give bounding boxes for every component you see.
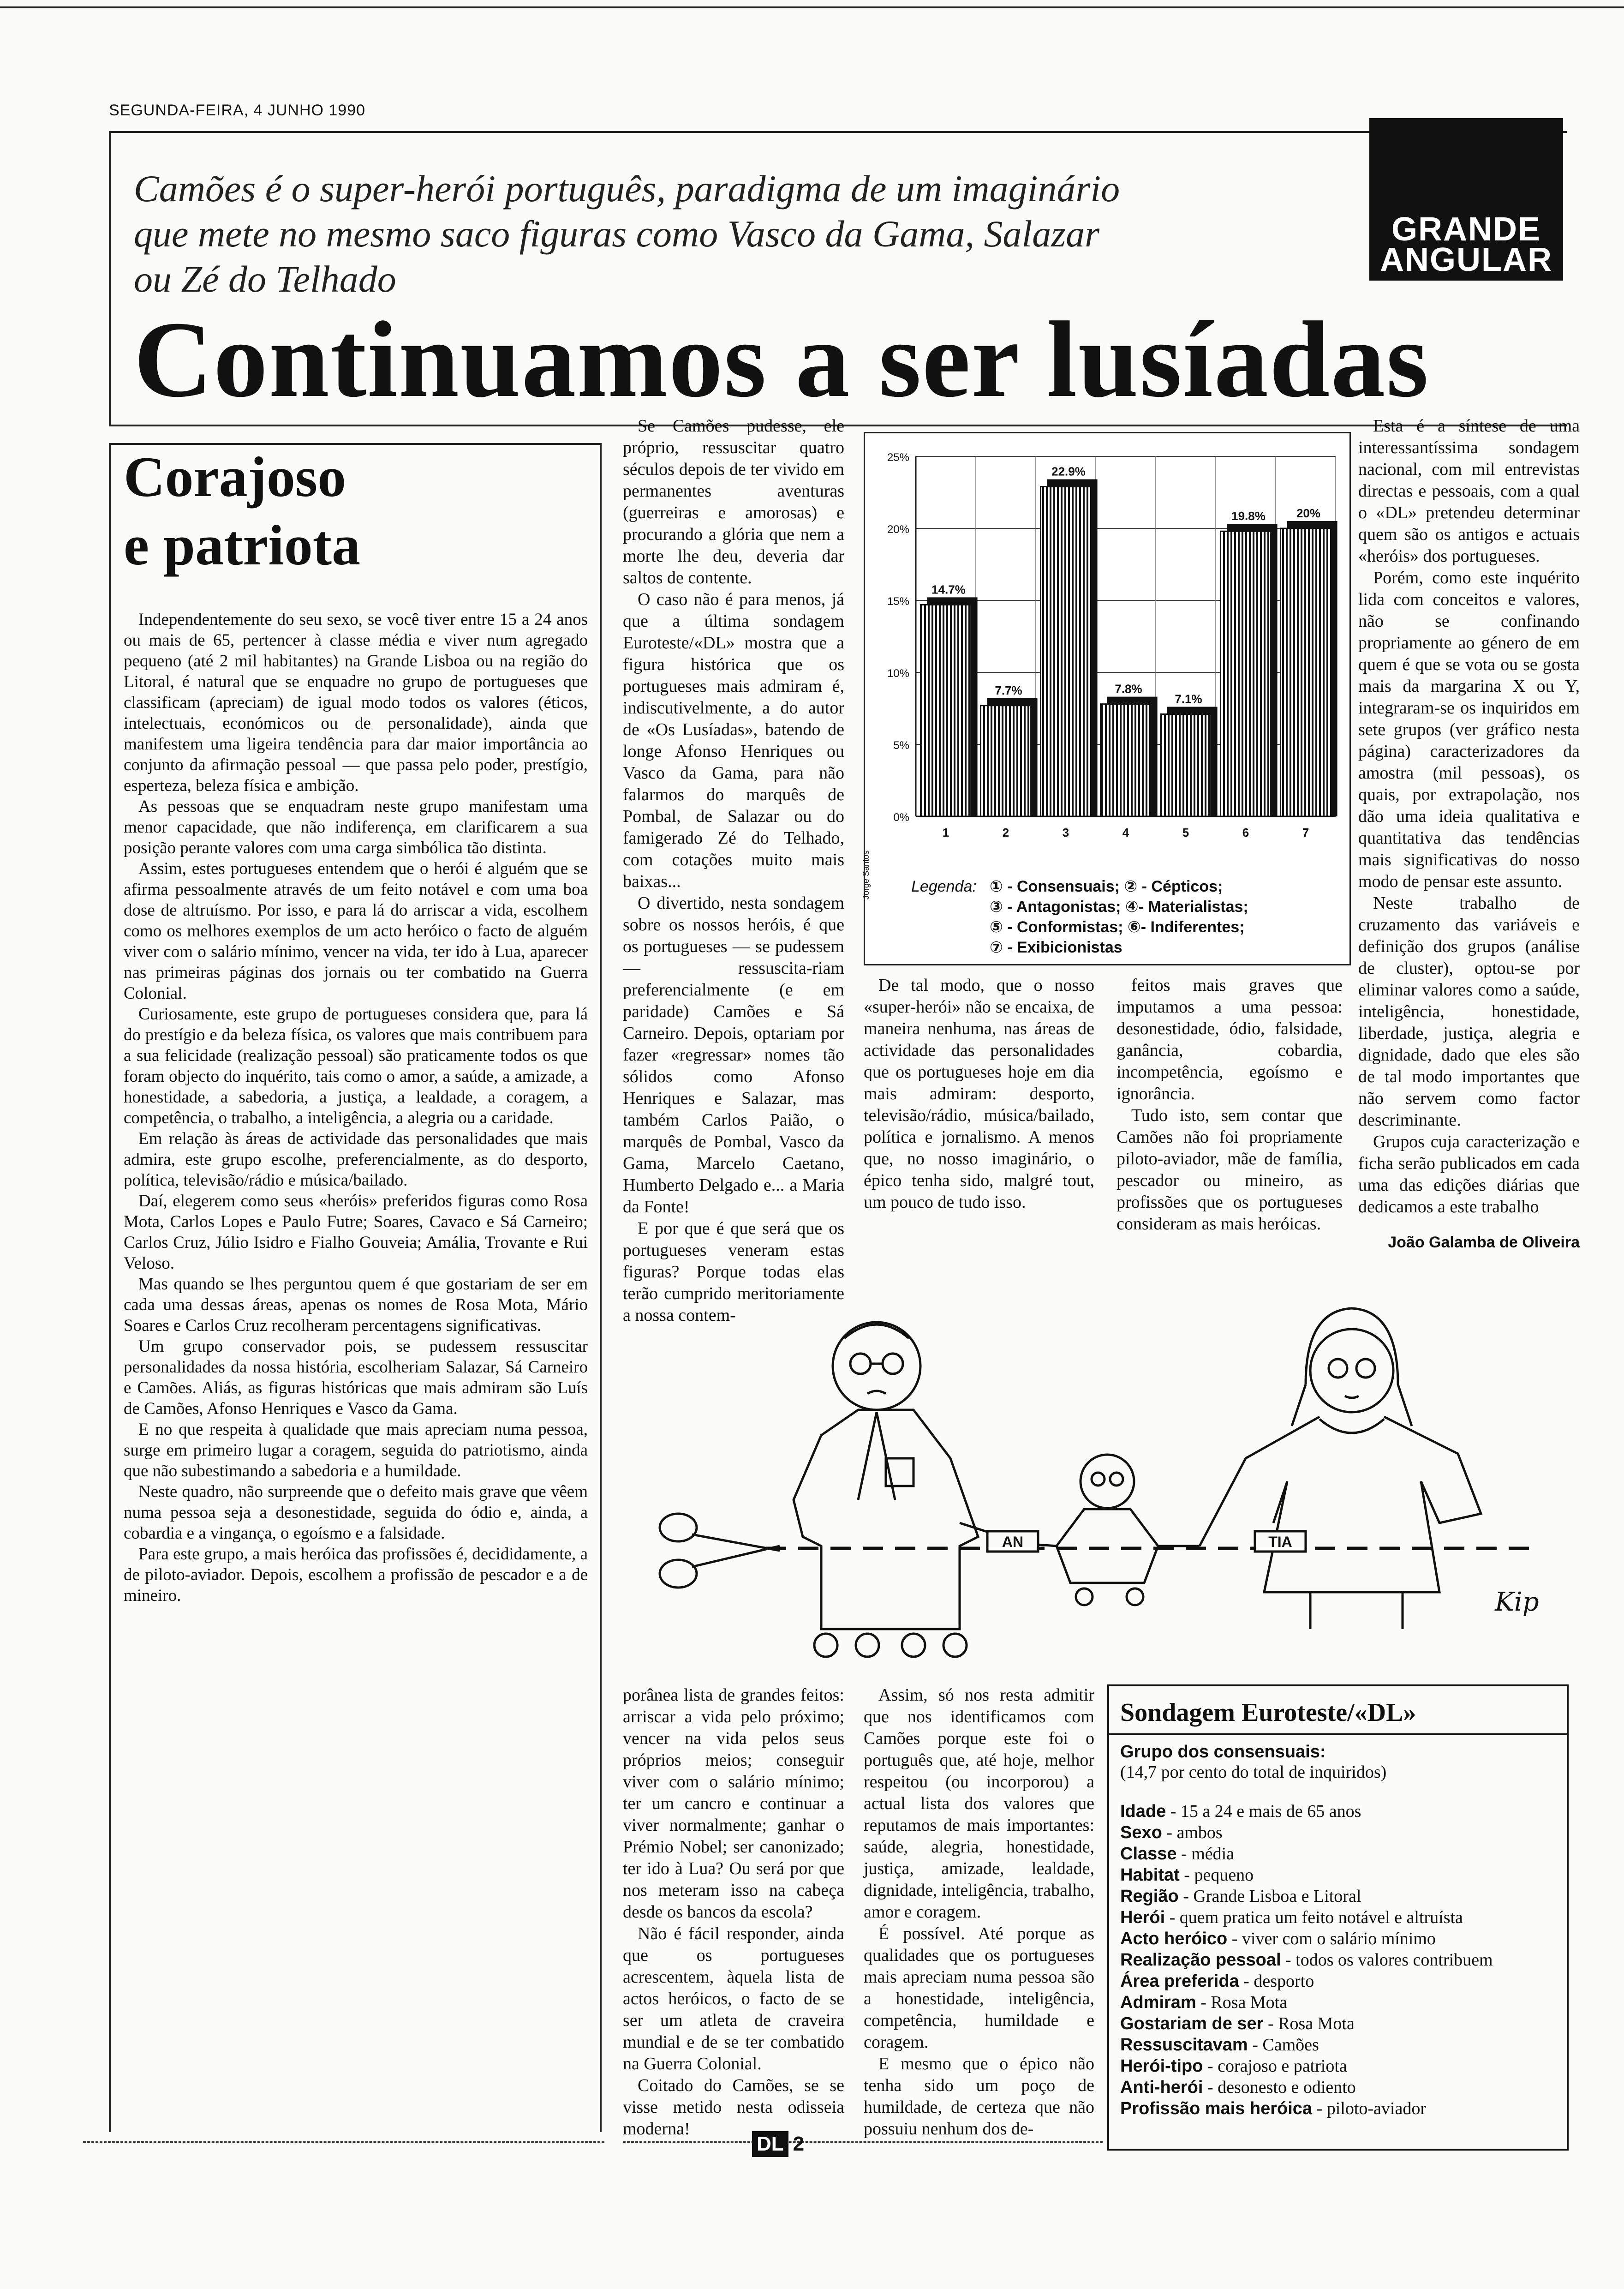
- article-paragraph: feitos mais graves que imputamos a uma pessoa: desonestidade, ódio, falsidade, ganância, cobardia, incompetência, egoísmo e ignorância.: [1116, 976, 1343, 1103]
- legend-entry: ③ - Antagonistas; ④- Materialistas;: [990, 898, 1248, 916]
- badge-line-1: GRANDE: [1391, 211, 1541, 248]
- y-tick-label: 0%: [893, 811, 909, 824]
- bar-value-label: 14.7%: [931, 582, 966, 597]
- legend-row: [911, 876, 1340, 897]
- survey-row: [1120, 1928, 1556, 1949]
- woman-figure: [1200, 1308, 1481, 1629]
- cartoon: [627, 1306, 1578, 1666]
- article-paragraph: Não é fácil responder, ainda que os portugueses acrescentem, àquela lista de actos heróicos, o facto de se ser um atleta de craveira mundial e de se ter combatido na Guerra Colonial.: [623, 1924, 844, 2073]
- sub-paragraph: E no que respeita à qualidade que mais apreciam numa pessoa, surge em primeiro lugar a coragem, seguida do patriotismo, ainda que não subestimando a sabedoria e a humildade.: [124, 1420, 588, 1480]
- survey-row-value: - quem pratica um feito notável e altruísta: [1165, 1908, 1463, 1927]
- legend-entry: ① - Consensuais; ② - Cépticos;: [990, 878, 1223, 895]
- bar: [1040, 487, 1091, 816]
- survey-row: [1120, 2034, 1556, 2055]
- sub-paragraph: Um grupo conservador pois, se pudessem ressuscitar personalidades da nossa história, escolheriam Salazar, Sá Carneiro e Camões. Aliás, as figuras históricas que mais admiram são Luís de Camões, Afonso Henriques e Vasco da Gama.: [124, 1337, 588, 1418]
- survey-row: [1120, 2077, 1556, 2098]
- tag-left: AN: [1002, 1534, 1024, 1550]
- legend-title: Legenda:: [911, 878, 977, 895]
- survey-row-value: - corajoso e patriota: [1203, 2056, 1347, 2076]
- bar-value-label: 7.8%: [1115, 682, 1142, 696]
- bar-value-label: 7.1%: [1175, 692, 1202, 706]
- survey-title: Sondagem Euroteste/«DL»: [1120, 1698, 1416, 1727]
- survey-row-key: Região: [1120, 1887, 1179, 1906]
- x-tick-label: 4: [1122, 826, 1129, 839]
- sub-paragraph: Em relação às áreas de actividade das personalidades que mais admira, este grupo escolhe, preferencialmente, as do desporto, política, televisão/rádio e música/bailado.: [124, 1129, 588, 1190]
- chart-frame: [861, 432, 1351, 965]
- section-badge: [1369, 118, 1563, 281]
- sub-frame-left: [109, 443, 111, 2132]
- survey-row-value: - Grande Lisboa e Litoral: [1178, 1887, 1361, 1906]
- survey-row-key: Classe: [1120, 1844, 1177, 1864]
- bar-value-label: 22.9%: [1051, 464, 1086, 479]
- survey-row-value: - média: [1176, 1844, 1235, 1864]
- x-tick-label: 7: [1302, 826, 1309, 839]
- article-paragraph: E mesmo que o épico não tenha sido um poço de humildade, de certeza que não possuiu nenhum dos de-: [864, 2054, 1094, 2139]
- legend-entry: ⑦ - Exibicionistas: [990, 939, 1122, 956]
- survey-row-value: - piloto-aviador: [1312, 2099, 1427, 2118]
- byline: João Galamba de Oliveira: [1388, 1234, 1580, 1251]
- survey-row-value: - Rosa Mota: [1196, 1993, 1288, 2012]
- x-tick-label: 2: [1002, 826, 1009, 839]
- survey-row-key: Acto heróico: [1120, 1929, 1228, 1948]
- survey-box: [1107, 1684, 1569, 2151]
- sub-paragraph: Neste quadro, não surpreende que o defeito mais grave que vêem numa pessoa seja a desonestidade, seguida do ódio e, ainda, a cobardia e a vingança, o egoísmo e a falsidade.: [124, 1482, 588, 1543]
- sub-frame-right: [600, 443, 602, 2132]
- survey-row-key: Sexo: [1120, 1823, 1162, 1842]
- survey-row: [1120, 1971, 1556, 1992]
- scissors-icon: [660, 1514, 780, 1588]
- headline-title: Continuamos a ser lusíadas: [134, 300, 1430, 420]
- sub-paragraph: Para este grupo, a mais heróica das profissões é, decididamente, a de piloto-aviador. Depois, escolhem a profissão de pescador e a de mineiro.: [124, 1545, 588, 1605]
- header-left-rule: [109, 131, 111, 426]
- survey-row-value: - desonesto e odiento: [1203, 2078, 1356, 2097]
- badge-line-2: ANGULAR: [1380, 241, 1552, 278]
- article-paragraph: Coitado do Camões, se se visse metido nesta odisseia moderna!: [623, 2076, 844, 2139]
- survey-divider: [1109, 1733, 1567, 1735]
- kicker-line-2: que mete no mesmo saco figuras como Vasco da Gama, Salazar: [134, 213, 1100, 255]
- dateline: SEGUNDA-FEIRA, 4 JUNHO 1990: [109, 102, 366, 119]
- x-tick-label: 3: [1062, 826, 1069, 839]
- survey-row-value: - ambos: [1162, 1823, 1223, 1842]
- survey-row: [1120, 2055, 1556, 2077]
- survey-rows: [1120, 1801, 1556, 2119]
- survey-row-key: Área preferida: [1120, 1971, 1239, 1991]
- sub-paragraph: Independentemente do seu sexo, se você tiver entre 15 a 24 anos ou mais de 65, pertencer à classe média e viver num agregado pequeno (até 2 mil habitantes) na Grande Lisboa ou na região do Litoral, é natural que se enquadre no grupo de portugueses que classificam (apreciam) de igual modo todos os valores (éticos, intelectuais, económicos ou de personalidade), ainda que manifestem uma ligeira tendência para dar maior importância ao conjunto da afirmação pessoal — que passa pelo poder, prestígio, esperteza, beleza física e ambição.: [124, 610, 588, 795]
- cartoon-signature: Kip: [1495, 1587, 1539, 1617]
- sub-paragraph: Mas quando se lhes perguntou quem é que gostariam de ser em cada uma dessas áreas, apenas os nomes de Rosa Mota, Mário Soares e Carlos Cruz recolheram percentagens significativas.: [124, 1275, 588, 1335]
- bar: [920, 605, 971, 816]
- sub-article-body: [124, 609, 588, 1606]
- article-paragraph: Esta é a síntese de uma interessantíssima sondagem nacional, com mil entrevistas directas e pessoais, com a qual o «DL» pretendeu determinar quem são os antigos e actuais «heróis» dos portugueses.: [1358, 416, 1580, 566]
- survey-row-value: - todos os valores contribuem: [1281, 1950, 1493, 1970]
- survey-row-value: - pequeno: [1179, 1865, 1254, 1885]
- sub-article-title: [124, 443, 360, 580]
- sub-paragraph: As pessoas que se enquadram neste grupo manifestam uma menor capacidade, que não indiferença, em clarificarem a sua posição perante valores com uma carga simbólica tão distinta.: [124, 797, 588, 857]
- sub-bottom-dashes: [83, 2141, 604, 2143]
- page-number: 2: [793, 2133, 805, 2155]
- survey-row-value: - desporto: [1239, 1971, 1314, 1991]
- article-paragraph: Neste trabalho de cruzamento das variáveis e definição dos grupos (análise de cluster), optou-se por eliminar valores como a saúde, inteligência, honestidade, liberdade, justiça, alegria e dignidade, dado que eles são de tal modo importantes que não servem como factor descriminante.: [1358, 893, 1580, 1130]
- survey-row: [1120, 1907, 1556, 1928]
- survey-row-key: Realização pessoal: [1120, 1950, 1281, 1970]
- article-paragraph: É possível. Até porque as qualidades que os portugueses mais apreciam numa pessoa são a honestidade, inteligência, competência, humildade e coragem.: [864, 1924, 1094, 2052]
- bar: [980, 706, 1031, 816]
- article-paragraph: Se Camões pudesse, ele próprio, ressuscitar quatro séculos depois de ter vivido em permanentes aventuras (guerreiras e amorosas) e procurando a glória que nem a morte lhe deu, deveria dar saltos de contente.: [623, 416, 844, 587]
- article-paragraph: O caso não é para menos, já que a última sondagem Euroteste/«DL» mostra que a figura histórica que os portugueses mais admiram é, indiscutivelmente, a do autor de «Os Lusíadas», batendo de longe Afonso Henriques ou Vasco da Gama, para não falarmos do marquês de Pombal, de Salazar ou do famigerado Zé do Telhado, com cotações muito mais baixas...: [623, 590, 844, 891]
- survey-row: [1120, 1822, 1556, 1843]
- sub-paragraph: Daí, elegerem como seus «heróis» preferidos figuras como Rosa Mota, Carlos Lopes e Paulo Futre; Soares, Cavaco e Sá Carneiro; Carlos Cruz, Júlio Isidro e Fialho Gouveia; Amália, Trovante e Rui Veloso.: [124, 1192, 588, 1273]
- kicker-line-3: ou Zé do Telhado: [134, 258, 396, 300]
- survey-row-value: - viver com o salário mínimo: [1227, 1929, 1436, 1948]
- y-tick-label: 10%: [887, 667, 909, 680]
- y-tick-label: 25%: [887, 451, 909, 464]
- footer-logo: [752, 2131, 804, 2157]
- article-paragraph: porânea lista de grandes feitos: arriscar a vida pelo próximo; vencer na vida pelos seus próprios meios; conseguir viver com o salário mínimo; ter um cancro e continuar a viver normalmente; ganhar o Prémio Nobel; ser canonizado; ter ido à Lua? Ou será por que nos meteram isso na cabeça desde os bancos da escola?: [623, 1685, 844, 1922]
- survey-row-key: Ressuscitavam: [1120, 2035, 1248, 2055]
- article-paragraph: Tudo isto, sem contar que Camões não foi propriamente piloto-aviador, mãe de família, pescador ou mineiro, as profissões que os portugueses consideram as mais heróicas.: [1116, 1106, 1343, 1234]
- x-tick-label: 5: [1182, 826, 1189, 839]
- footer-dashes: [623, 2141, 1103, 2143]
- survey-group-title: Grupo dos consensuais:: [1120, 1742, 1326, 1762]
- article-column-3-bottom: [864, 1684, 1094, 2140]
- y-tick-label: 5%: [893, 739, 909, 752]
- child-figure: [1024, 1455, 1200, 1605]
- survey-row: [1120, 2013, 1556, 2034]
- survey-row: [1120, 1843, 1556, 1864]
- chart-credit: Jorge Santos: [861, 850, 871, 899]
- bar-value-label: 20%: [1296, 506, 1321, 520]
- top-rule: [0, 6, 1624, 8]
- bar-value-label: 7.7%: [995, 683, 1022, 697]
- logo-mark: DL: [752, 2131, 788, 2157]
- survey-row-key: Habitat: [1120, 1865, 1180, 1885]
- article-paragraph: E por que é que será que os portugueses veneram estas figuras? Porque todas elas terão cumprido meritoriamente a nossa contem-: [623, 1219, 844, 1325]
- article-column-2: [623, 415, 844, 1326]
- x-tick-label: 6: [1242, 826, 1249, 839]
- survey-row: [1120, 2098, 1556, 2119]
- cartoon-drawing: [627, 1306, 1578, 1666]
- y-tick-label: 15%: [887, 595, 909, 608]
- y-tick-label: 20%: [887, 523, 909, 536]
- survey-group-sub: (14,7 por cento do total de inquiridos): [1120, 1762, 1387, 1782]
- sub-title-line-1: Corajoso: [124, 445, 346, 509]
- article-paragraph: De tal modo, que o nosso «super-herói» não se encaixa, de maneira nenhuma, nas áreas de actividade das personalidades que os portugueses hoje em dia mais admiram: desporto, televisão/rádio, música/bailado, política e jornalismo. A menos que, no nosso imaginário, o épico tenha sido, malgré tout, um pouco de tudo isso.: [864, 976, 1094, 1212]
- survey-row-key: Herói: [1120, 1908, 1165, 1927]
- article-column-2-bottom: [623, 1684, 844, 2140]
- survey-row: [1120, 1992, 1556, 2013]
- article-paragraph: Assim, só nos resta admitir que nos identificamos com Camões porque este foi o português que, até hoje, melhor respeitou (ou incorporou) a actual lista dos valores que reputamos de mais importantes: saúde, alegria, honestidade, justiça, amizade, lealdade, dignidade, inteligência, trabalho, amor e coragem.: [864, 1685, 1094, 1922]
- survey-row: [1120, 1886, 1556, 1907]
- survey-row-value: - Rosa Mota: [1263, 2014, 1355, 2033]
- survey-row-key: Admiram: [1120, 1993, 1196, 2012]
- article-paragraph: Porém, como este inquérito lida com conceitos e valores, não se confinando propriamente ao género de em quem é que se vota ou se gosta mais da margarina X ou Y, integraram-se os inquiridos em sete grupos (ver gráfico nesta página) caracterizadores da amostra (mil pessoas), os quais, por extrapolação, nos dão uma ideia qualitativa e quantitativa das tendências mais significativas do nosso modo de pensar este assunto.: [1358, 568, 1580, 891]
- article-column-5: [1358, 415, 1580, 1253]
- article-paragraph: Grupos cuja caracterização e ficha serão publicados em cada uma das edições diárias que dedicamos a este trabalho: [1358, 1132, 1580, 1216]
- article-paragraph: O divertido, nesta sondagem sobre os nossos heróis, é que os portugueses — se pudessem — ressuscita-riam preferencialmente (e em paridade) Camões e Sá Carneiro. Depois, optariam por fazer «regressar» nomes tão sólidos como Afonso Henriques e Salazar, mas também Carlos Paião, o marquês de Pombal, Vasco da Gama, Marcelo Caetano, Humberto Delgado e... a Maria da Fonte!: [623, 893, 844, 1216]
- legend-entry: ⑤ - Conformistas; ⑥- Indiferentes;: [990, 918, 1245, 936]
- survey-row-value: - Camões: [1248, 2035, 1319, 2055]
- bar: [1220, 531, 1271, 816]
- sub-title-line-2: e patriota: [124, 514, 361, 577]
- bar-value-label: 19.8%: [1231, 509, 1266, 523]
- survey-row-value: - 15 a 24 e mais de 65 anos: [1166, 1802, 1361, 1821]
- bar: [1280, 528, 1331, 816]
- article-column-3: [864, 975, 1094, 1213]
- sub-paragraph: Assim, estes portugueses entendem que o herói é alguém que se afirma pessoalmente através de um feito notável e com uma boa dose de altruísmo. Por isso, e para lá do arriscar a vida, escolhem como os melhores exemplos de um acto heróico o facto de alguém viver com o salário mínimo, vencer na vida, ter ido à Lua, aparecer nas primeiras páginas dos jornais ou ter combatido na Guerra Colonial.: [124, 859, 588, 1003]
- survey-row-key: Gostariam de ser: [1120, 2014, 1264, 2033]
- survey-row-key: Herói-tipo: [1120, 2056, 1203, 2076]
- kicker-line-1: Camões é o super-herói português, paradigma de um imaginário: [134, 168, 1120, 210]
- bar: [1160, 714, 1211, 816]
- kicker: [134, 166, 1120, 302]
- survey-row: [1120, 1801, 1556, 1822]
- sub-paragraph: Curiosamente, este grupo de portugueses considera que, para lá do prestígio e da beleza física, os valores que mais contribuem para a sua felicidade (realização pessoal) são praticamente todos os que foram objecto do inquérito, tais como o amor, a saúde, a amizade, a honestidade, a sabedoria, a justiça, a lealdade, a coragem, a competência, o trabalho, a inteligência, a alegria ou a caridade.: [124, 1005, 588, 1127]
- survey-row-key: Anti-herói: [1120, 2078, 1203, 2097]
- tag-right: TIA: [1268, 1534, 1292, 1550]
- man-figure: [794, 1322, 1024, 1657]
- bar: [1100, 704, 1151, 816]
- survey-row: [1120, 1949, 1556, 1971]
- x-tick-label: 1: [942, 826, 949, 839]
- survey-row-key: Profissão mais heróica: [1120, 2099, 1313, 2118]
- survey-row-key: Idade: [1120, 1802, 1166, 1821]
- chart-legend: [911, 876, 1340, 958]
- header-top-rule: [109, 131, 1567, 133]
- article-column-4: [1116, 975, 1343, 1235]
- survey-row: [1120, 1864, 1556, 1886]
